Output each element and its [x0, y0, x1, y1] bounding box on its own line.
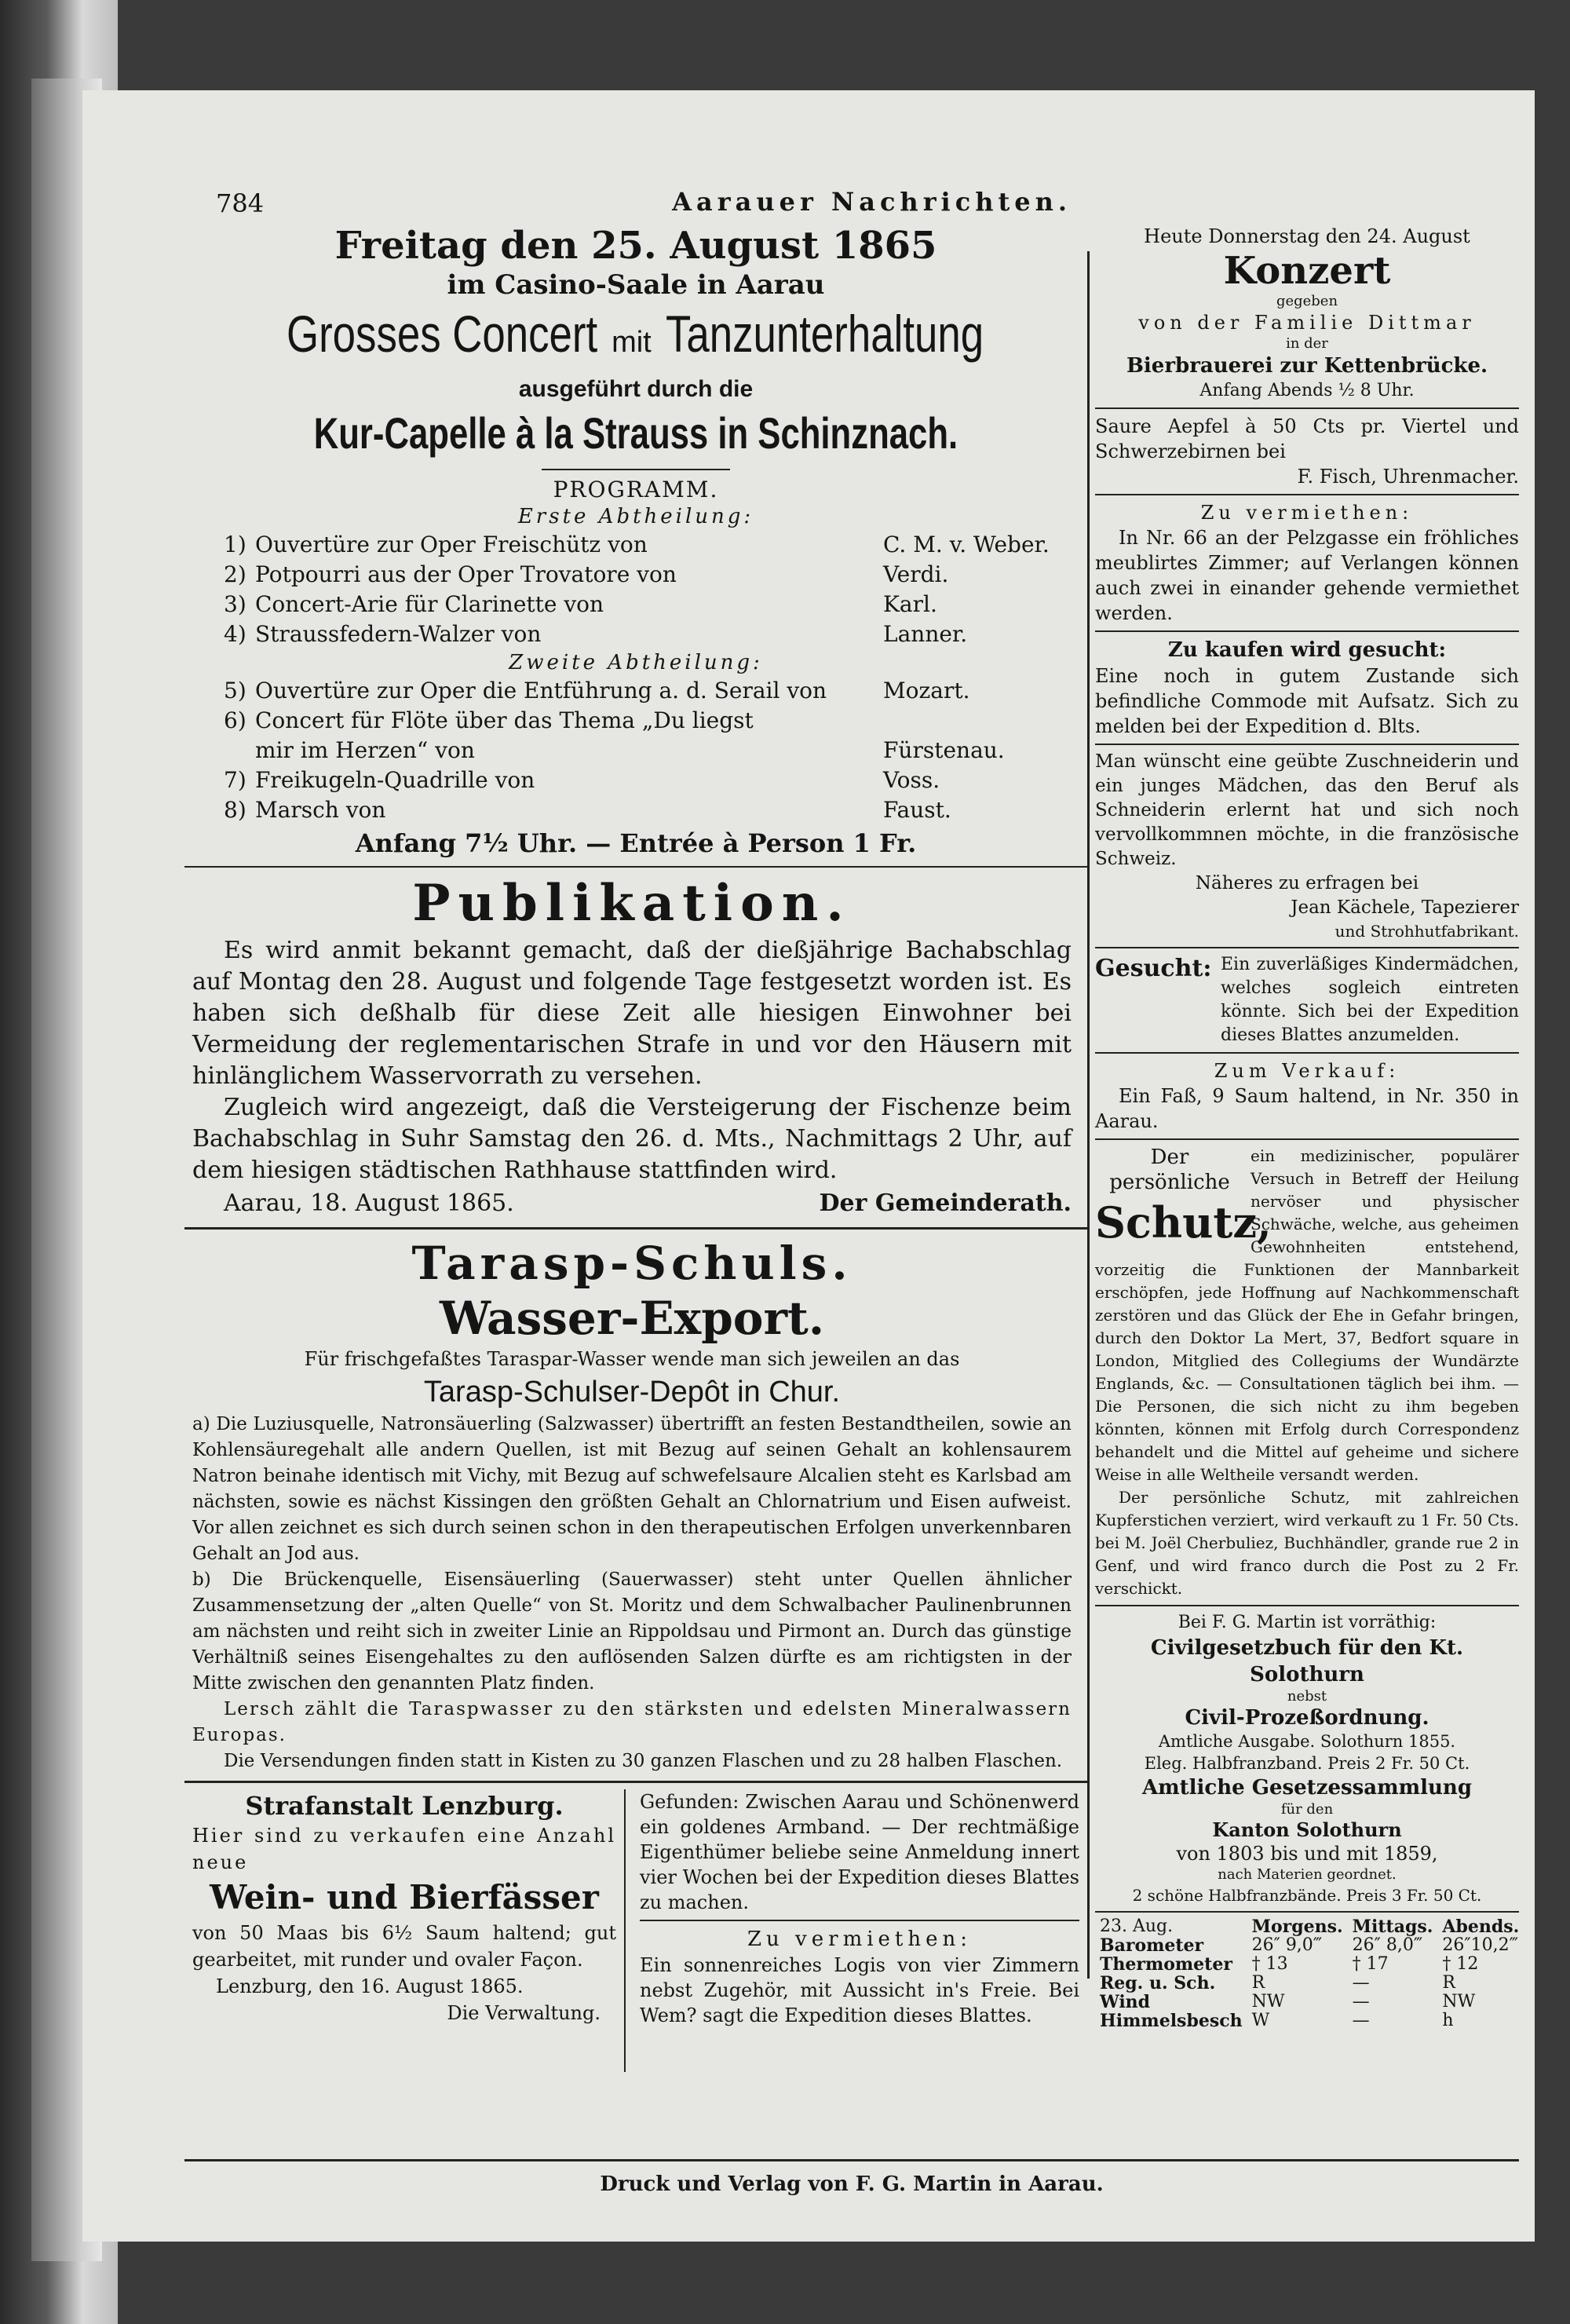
program-item-title: Concert für Flöte über das Thema „Du liegst mir im Herzen“ von — [255, 707, 754, 763]
concert-title-mit: mit — [612, 326, 652, 359]
weather-row-label: Himmelsbesch — [1100, 2011, 1243, 2031]
weather-row-label: Wind — [1100, 1992, 1151, 2012]
strafanstalt-text2: von 50 Maas bis 6½ Saum haltend; gut gearbeitet, mit runder und ovaler Façon. — [192, 1922, 616, 1971]
program-item-title: Concert-Arie für Clarinette von — [255, 591, 604, 617]
publikation-heading: Publikation. — [412, 874, 852, 933]
gefunden-text: Gefunden: Zwischen Aarau und Schönenwerd ein goldenes Armband. — Der rechtmäßige Eigenthümer beliebe seine Anmeldung innert vier Wochen bei der Expedition dieses Blattes zu machen. — [640, 1791, 1079, 1913]
weather-row-thermometer — [1095, 1955, 1524, 1974]
bottom-rule — [184, 2159, 1519, 2161]
left-column — [184, 224, 1087, 2088]
weather-header-evening: Abends. — [1442, 1917, 1520, 1937]
tarasp-item-b: b) Die Brückenquelle, Eisensäuerling (Sauerwasser) steht unter Quellen ähnlicher Zusammensetzung der „alten Quelle“ von St. Moritz und dem Schwalbacher Paulinenbrunnen am nächsten und reiht sich in zweiter Linie an Rippoldsau und Pirmont an. Durch das günstige Verhältniß seines Eisengehaltes zu den auflösenden Salzen dürfte es am richtigsten in der Mitte zwischen den genannten Platz finden. — [192, 1569, 1072, 1694]
schneiderin-contact2: Jean Kächele, Tapezierer — [1291, 897, 1519, 918]
weather-row-label: Barometer — [1100, 1935, 1204, 1956]
weather-cell: — — [1352, 2011, 1370, 2030]
gefunden-ad — [640, 1789, 1079, 2028]
program-item-title: Ouvertüre zur Oper die Entführung a. d. Serail von — [255, 678, 827, 703]
strafanstalt-signature: Die Verwaltung. — [447, 2002, 601, 2024]
program-item-number: 7) — [224, 767, 246, 793]
program-item-title: Marsch von — [255, 797, 386, 823]
publikation-signature: Der Gemeinderath. — [819, 1189, 1072, 1217]
weather-row-barometer — [1095, 1936, 1524, 1955]
civil-kanton: Kanton Solothurn — [1212, 1818, 1402, 1841]
section-divider — [1095, 1911, 1519, 1913]
schutz-word2: persönliche — [1109, 1171, 1230, 1194]
weather-cell: † 12 — [1442, 1954, 1479, 1974]
section-divider — [1095, 1052, 1519, 1054]
weather-cell: NW — [1442, 1992, 1476, 2012]
civil-edition: Amtliche Ausgabe. Solothurn 1855. — [1158, 1732, 1456, 1751]
program-item-composer: Mozart. — [883, 678, 970, 703]
weather-cell: 26″ 8,0‴ — [1352, 1935, 1423, 1955]
kommode-text: Eine noch in gutem Zustande sich befindliche Commode mit Aufsatz. Sich zu melden bei der Expedition d. Blts. — [1095, 665, 1519, 737]
bottom-left-ads — [184, 1789, 1087, 2088]
dittmar-title: Konzert — [1223, 249, 1391, 293]
program-item-6 — [224, 706, 1072, 766]
program-item-number: 2) — [224, 561, 246, 587]
konzert-dittmar-ad — [1095, 224, 1519, 403]
weather-cell: † 17 — [1352, 1954, 1389, 1974]
page-content — [184, 181, 1519, 2222]
concert-date: Freitag den 25. August 1865 — [334, 224, 937, 268]
weather-date: 23. Aug. — [1100, 1917, 1174, 1936]
schutz-intro: ein medizinischer, populärer Versuch in Betreff der Heilung nervöser und physischer Schwäche, welche, aus geheimen Gewohnheiten entstehend, vorzeitig die Funktionen der Mannbarkeit erschöpfen, jede Hoffnung auf Nachkommenschaft zerstören und das Glück der Ehe in Gefahr bringen, durch den Doktor La Mert, 37, Bedfort square in London, Mitglied des Collegiums der Wundärzte Englands, &c. — Consultationen täglich bei ihm. — Die Personen, die sich nicht zu ihm begeben könnten, können mit Erfolg durch Correspondenz behandelt und die Mittel auf geheime und sichere Weise in alle Weltheile versandt werden. — [1095, 1146, 1519, 1484]
schutz-ad — [1095, 1145, 1519, 1600]
weather-cell: † 13 — [1251, 1954, 1288, 1974]
newspaper-title: Aarauer Nachrichten. — [672, 187, 1072, 217]
right-column — [1095, 224, 1519, 2030]
section-divider — [1095, 947, 1519, 948]
dittmar-in: in der — [1286, 335, 1328, 352]
section-divider — [1095, 744, 1519, 745]
strafanstalt-date: Lenzburg, den 16. August 1865. — [216, 1975, 524, 1997]
concert-venue: im Casino-Saale in Aarau — [447, 269, 825, 301]
program-item-title: Straussfedern-Walzer von — [255, 621, 542, 647]
schutz-title-block — [1095, 1145, 1272, 1250]
concert-footer: Anfang 7½ Uhr. — Entrée à Person 1 Fr. — [355, 828, 917, 858]
civil-order: nach Materien geordnet. — [1218, 1866, 1397, 1883]
weather-table — [1095, 1917, 1524, 2030]
program-item-7 — [224, 766, 1072, 795]
weather-cell: W — [1251, 2011, 1270, 2030]
weather-cell: — — [1352, 1973, 1370, 1993]
civil-intro: Bei F. G. Martin ist vorräthig: — [1178, 1613, 1437, 1632]
civil-years: von 1803 bis und mit 1859, — [1176, 1843, 1438, 1865]
program-item-2 — [224, 560, 1072, 590]
tarasp-shipping: Die Versendungen finden statt in Kisten zu 30 ganzen Flaschen und zu 28 halben Flaschen. — [224, 1751, 1063, 1771]
publikation-para2: Zugleich wird angezeigt, daß die Versteigerung der Fischenze beim Bachabschlag in Suhr Samstag den 26. d. Mts., Nachmittags 2 Uhr, auf dem hiesigen städtischen Rathhause stattfinden wird. — [192, 1094, 1072, 1184]
program-item-composer: Fürstenau. — [883, 737, 1005, 763]
zimmer-ad — [1095, 500, 1519, 626]
civil-nebst: nebst — [1287, 1688, 1327, 1705]
publikation-notice — [184, 872, 1087, 1221]
aepfel-text: Saure Aepfel à 50 Cts pr. Viertel und Schwerzebirnen bei — [1095, 415, 1519, 462]
concert-orchestra-text: Kur-Capelle à la Strauss in Schinznach. — [313, 408, 958, 458]
weather-row-wind — [1095, 1993, 1524, 2012]
logis-text: Ein sonnenreiches Logis von vier Zimmern nebst Zugehör, mit Aussicht in's Freie. Bei Wem? sagt die Expedition dieses Blattes. — [640, 1954, 1079, 2026]
section-divider — [1095, 630, 1519, 632]
civil-price: Eleg. Halbfranzband. Preis 2 Fr. 50 Ct. — [1144, 1754, 1470, 1773]
section-divider — [1095, 1605, 1519, 1606]
weather-row-rain — [1095, 1974, 1524, 1993]
bottom-divider — [624, 1789, 626, 2072]
schneiderin-contact1: Näheres zu erfragen bei — [1195, 873, 1419, 893]
section-divider — [1095, 407, 1519, 409]
dittmar-start: Anfang Abends ½ 8 Uhr. — [1199, 381, 1415, 400]
civil-title: Civilgesetzbuch für den Kt. Solothurn — [1150, 1636, 1464, 1686]
strafanstalt-heading: Strafanstalt Lenzburg. — [245, 1791, 564, 1821]
concert-performed-by: ausgeführt durch die — [518, 376, 754, 402]
zimmer-text: In Nr. 66 an der Pelzgasse ein fröhliches meublirtes Zimmer; auf Verlangen können auch zwei in einander gehende vermiethet werden. — [1095, 527, 1519, 624]
concert-orchestra — [184, 405, 1087, 462]
part1-list — [184, 530, 1087, 649]
program-item-composer: C. M. v. Weber. — [883, 532, 1050, 557]
program-item-3 — [224, 590, 1072, 619]
weather-cell: — — [1352, 1992, 1370, 2012]
civil-title3: Amtliche Gesetzessammlung — [1141, 1776, 1473, 1800]
weather-row-label: Thermometer — [1100, 1954, 1232, 1975]
verkauf-heading: Zum Verkauf: — [1214, 1060, 1400, 1082]
section-divider — [184, 866, 1087, 868]
weather-header-morning: Morgens. — [1251, 1917, 1343, 1937]
program-item-composer: Faust. — [883, 797, 951, 823]
weather-cell: NW — [1251, 1992, 1285, 2012]
publikation-place-date: Aarau, 18. August 1865. — [224, 1189, 514, 1217]
schutz-text2: Der persönliche Schutz, mit zahlreichen Kupferstichen verziert, wird verkauft zu 1 Fr. 50 Cts. bei M. Joël Cherbuliez, Buchhändler, grande rue 2 in Genf, und wird franco durch die Post zu 2 Fr. verschickt. — [1095, 1488, 1519, 1598]
program-item-number: 3) — [224, 591, 246, 617]
weather-cell: 26″ 9,0‴ — [1251, 1935, 1323, 1955]
civil-price2: 2 schöne Halbfranzbände. Preis 3 Fr. 50 Ct. — [1132, 1886, 1482, 1905]
program-item-1 — [224, 530, 1072, 560]
section-divider — [184, 1227, 1087, 1230]
program-item-number: 1) — [224, 532, 246, 557]
weather-cell: R — [1442, 1973, 1455, 1993]
publikation-para1: Es wird anmit bekannt gemacht, daß der dießjährige Bachabschlag auf Montag den 28. August und folgende Tage festgesetzt worden ist. Es haben sich deßhalb für diese Zeit alle hiesigen Einwohner bei Vermeidung der reglementarischen Strafe in und vor den Häusern mit hinlänglichem Wasservorrath zu versehen. — [192, 937, 1072, 1090]
program-item-composer: Voss. — [883, 767, 940, 793]
concert-title-part2: Tanzunterhaltung — [666, 305, 984, 363]
schutz-word1: Der — [1150, 1146, 1189, 1169]
program-item-composer: Lanner. — [883, 621, 968, 647]
civil-title2: Civil-Prozeßordnung. — [1185, 1706, 1429, 1730]
tarasp-heading1: Tarasp-Schuls. — [411, 1237, 853, 1290]
weather-row-label: Reg. u. Sch. — [1100, 1973, 1216, 1993]
tarasp-lersch: Lersch zählt die Taraspwasser zu den stärksten und edelsten Mineralwassern Europas. — [192, 1699, 1072, 1745]
part2-list — [184, 676, 1087, 825]
civilgesetz-ad — [1095, 1611, 1519, 1906]
program-item-number: 8) — [224, 797, 246, 823]
tarasp-ad — [184, 1236, 1087, 1774]
schneiderin-contact3: und Strohhutfabrikant. — [1334, 922, 1519, 941]
column-divider — [1087, 251, 1090, 1979]
strafanstalt-text1: Hier sind zu verkaufen eine Anzahl neue — [192, 1825, 616, 1873]
weather-cell: R — [1251, 1973, 1265, 1993]
tarasp-item-a: a) Die Luziusquelle, Natronsäuerling (Salzwasser) übertrifft an festen Bestandtheilen, sowie an Kohlensäuregehalt alle andern Quellen, ist mit Bezug auf seinen Gehalt an kohlensaurem Natron beinahe identisch mit Vichy, mit Bezug auf schwefelsaure Alcalien steht es Karlsbad am nächsten, sowie es nächst Kissingen den größten Gehalt an Chlornatrium und Eisen aufweist. Vor allen zeichnet es sich durch seinen schon in den therapeutischen Erfolgen unverkennbaren Gehalt an Jod aus. — [192, 1414, 1072, 1564]
program-item-5 — [224, 676, 1072, 706]
part1-label: Erste Abtheilung: — [517, 505, 754, 528]
dittmar-place: Bierbrauerei zur Kettenbrücke. — [1126, 354, 1488, 378]
program-item-8 — [224, 795, 1072, 825]
program-item-title: Potpourri aus der Oper Trovatore von — [255, 561, 677, 587]
publikation-signoff — [192, 1186, 1072, 1221]
weather-cell: h — [1442, 2011, 1454, 2030]
zimmer-heading: Zu vermiethen: — [1200, 502, 1414, 524]
dittmar-line1: Heute Donnerstag den 24. August — [1144, 225, 1470, 247]
strafanstalt-big: Wein- und Bierfässer — [210, 1878, 599, 1917]
weather-row-sky — [1095, 2012, 1524, 2030]
schutz-big: Schutz, — [1095, 1197, 1272, 1248]
program-item-number: 6) — [224, 707, 246, 733]
verkauf-ad — [1095, 1058, 1519, 1134]
schneiderin-text: Man wünscht eine geübte Zuschneiderin und ein junges Mädchen, das den Beruf als Schneiderin erlernt hat und sich noch vervollkommnen möchte, in die französische Schweiz. — [1095, 751, 1519, 869]
program-item-4 — [224, 619, 1072, 649]
imprint: Druck und Verlag von F. G. Martin in Aarau. — [600, 2172, 1104, 2196]
gesucht-ad — [1095, 953, 1519, 1047]
gesucht-text: Ein zuverläßiges Kindermädchen, welches sogleich eintreten könnte. Sich bei der Expedition dieses Blattes anzumelden. — [1221, 955, 1519, 1045]
program-item-number: 5) — [224, 678, 246, 703]
schneiderin-ad — [1095, 750, 1519, 942]
weather-header-noon: Mittags. — [1352, 1917, 1433, 1937]
concert-title-part1: Grosses Concert — [286, 305, 597, 363]
gesucht-label: Gesucht: — [1095, 955, 1212, 982]
program-item-composer: Verdi. — [883, 561, 949, 587]
dittmar-by: von der Familie Dittmar — [1138, 312, 1476, 334]
part2-label: Zweite Abtheilung: — [509, 651, 763, 674]
program-item-title: Freikugeln-Quadrille von — [255, 767, 535, 793]
tarasp-heading2: Wasser-Export. — [439, 1292, 825, 1345]
weather-header-row — [1095, 1917, 1524, 1936]
dittmar-given: gegeben — [1276, 293, 1338, 309]
section-divider — [184, 1781, 1087, 1783]
concert-title — [184, 302, 1087, 374]
concert-ad — [184, 224, 1087, 861]
program-item-number: 4) — [224, 621, 246, 647]
section-divider — [1095, 494, 1519, 495]
program-item-composer: Karl. — [883, 591, 937, 617]
program-rule — [542, 469, 730, 470]
page-header — [184, 181, 1087, 220]
section-divider — [640, 1920, 1079, 1921]
strafanstalt-ad — [184, 1789, 616, 2026]
kommode-heading: Zu kaufen wird gesucht: — [1167, 638, 1447, 662]
kommode-ad — [1095, 637, 1519, 739]
aepfel-ad — [1095, 414, 1519, 489]
tarasp-intro: Für frischgefaßtes Taraspar-Wasser wende man sich jeweilen an das — [304, 1348, 960, 1370]
program-label: PROGRAMM. — [553, 477, 719, 502]
weather-cell: 26″10,2‴ — [1442, 1935, 1519, 1955]
tarasp-depot: Tarasp-Schulser-Depôt in Chur. — [423, 1376, 841, 1409]
verkauf-text: Ein Faß, 9 Saum haltend, in Nr. 350 in Aarau. — [1095, 1085, 1519, 1132]
aepfel-seller: F. Fisch, Uhrenmacher. — [1297, 466, 1519, 488]
logis-heading: Zu vermiethen: — [747, 1928, 973, 1951]
page-number: 784 — [216, 188, 265, 218]
program-item-title: Ouvertüre zur Oper Freischütz von — [255, 532, 648, 557]
section-divider — [1095, 1138, 1519, 1140]
civil-fur: für den — [1280, 1801, 1334, 1818]
